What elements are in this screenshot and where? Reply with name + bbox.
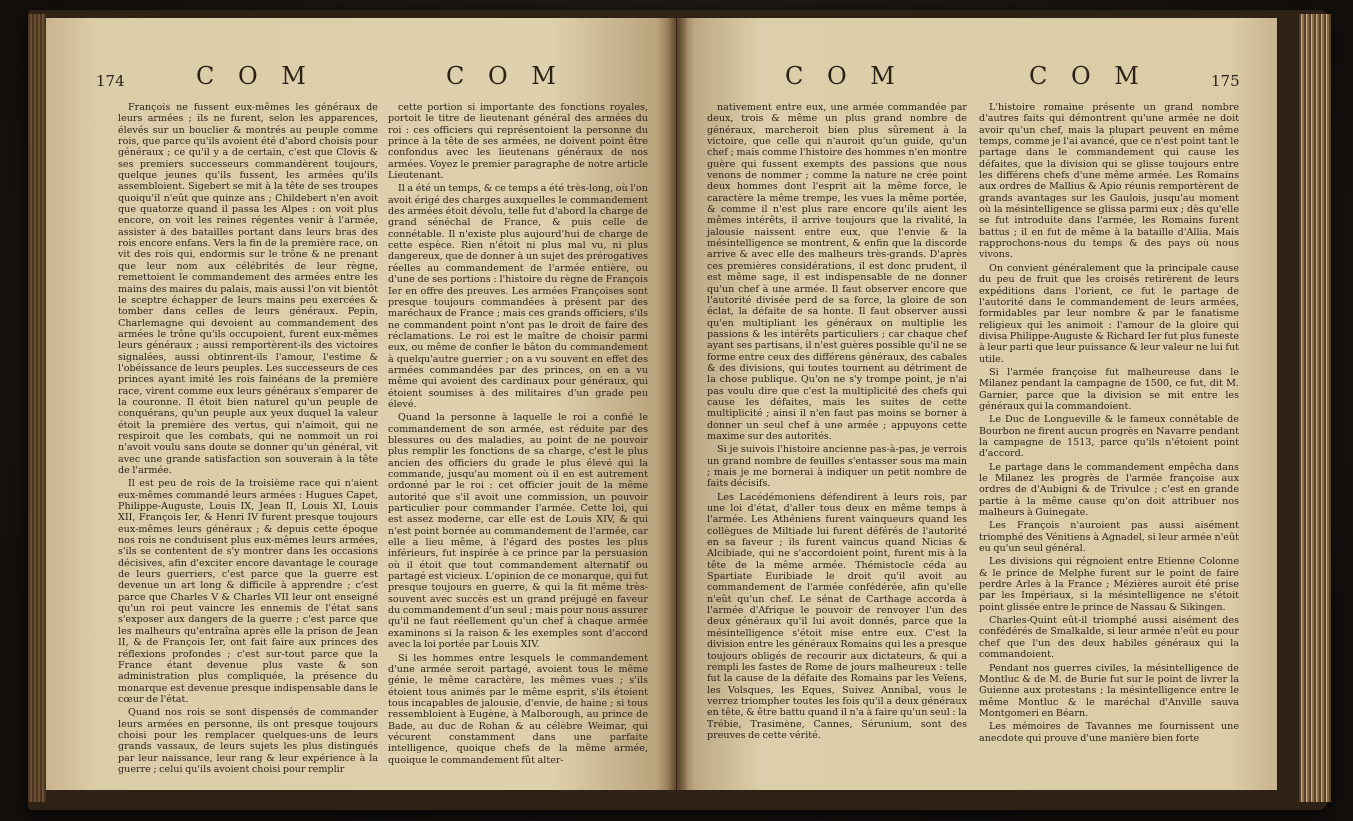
paragraph: Quand nos rois se sont dispensés de commander leurs armées en personne, ils ont presque toujours choisi pour les remplacer quelques-uns de leurs grands vassaux, de leurs sujets les plus distingués par leur naissance, leur rang & leur expérience à la guerre ; celui qu'ils avoient choisi pour remplir [118,707,378,775]
paragraph: François ne fussent eux-mêmes les généraux de leurs armées ; ils ne furent, selon les apparences, élevés sur un bouclier & montrés au peuple comme rois, que parce qu'ils avoient été d'abord choisis pour généraux ; ce qu'il y a de certain, c'est que Clovis & ses premiers successeurs commandèrent toujours, quelque jeunes qu'ils fussent, les armées qu'ils assembloient. Sigebert se mit à la tête de ses troupes quoiqu'il n'eût que quinze ans ; Childebert n'en avoit que quatorze quand il passa les Alpes : on voit plus encore, on voit les reines régentes venir à l'armée, assister à des batailles portant dans leurs bras des rois encore enfans. Vers la fin de la première race, on vit des rois qui, endormis sur le trône & ne prenant que leur nom aux célébrités de leur règne, remettoient le commandement des armées entre les mains des maires du palais, mais aussi l'on vit bientôt le sceptre échapper de leurs mains peu exercées & tomber dans celles de leurs généraux. Pepin, Charlemagne qui devoient au commandement des armées le trône qu'ils occupoient, furent eux-mêmes leurs généraux ; aussi remportèrent-ils des victoires signalées, aussi obtinrent-ils l'amour, l'estime & l'obéissance de leurs peuples. Les successeurs de ces princes ayant imité les rois fainéans de la première race, virent comme eux leurs généraux s'emparer de la couronne. Il étoit bien naturel qu'un peuple de conquérans, qu'un peuple aux yeux duquel la valeur étoit la première des vertus, qui n'aimoit, qui ne respiroit que les combats, qui ne nommoit un roi n'avoit voulu sans doute se donner qu'un général, vit avec une grande satisfaction son souverain à la tête de l'armée. [118,102,378,476]
running-head: C O M [785,62,903,90]
running-head: C O M [196,62,314,90]
paragraph: Le partage dans le commandement empêcha dans le Milanez les progrès de l'armée françoise aux ordres de d'Aubigni & de Trivulce ; c'est en grande partie à la même cause qu'on doit attribuer nos malheurs à Guinegate. [979,461,1239,519]
book-gutter [668,18,688,790]
paragraph: On convient généralement que la principale cause du peu de fruit que les croisés retirèrent de leurs expéditions dans l'orient, ce fut le partage de l'autorité dans le commandement de leurs armées, formidables par leur nombre & par le fanatisme religieux qui les animoit : l'amour de la gloire qui divisa Philippe-Auguste & Richard Ier fut plus funeste à leur parti que leur puissance & leur valeur ne lui fut utile. [979,262,1239,365]
paragraph: Charles-Quint eût-il triomphé aussi aisément des confédérés de Smalkalde, si leur armée n'eût eu pour chef que l'un des deux habiles généraux qui la commandoient. [979,615,1239,661]
paragraph: Il a été un temps, & ce temps a été très-long, où l'on avoit érigé des charges auxquelles le commandement des armées étoit dévolu, telle fut d'abord la charge de grand sénéchal de France, & puis celle de connétable. Il n'existe plus aujourd'hui de charge de cette espèce. Rien n'étoit ni plus mal vu, ni plus dangereux, que de donner à un sujet des prérogatives réelles au commandement de l'armée entière, ou d'une de ses portions : l'histoire du règne de François Ier en offre des preuves. Les armées Françoises sont presque toujours commandées à présent par des maréchaux de France ; mais ces grands officiers, s'ils ne commandent point n'ont pas le droit de faire des réclamations. Le roi est le maître de choisir parmi eux, ou même de confier le bâton du commandement à quelqu'autre guerrier ; on a vu souvent en effet des armées commandées par des princes, on en a vu même qui avoient des cardinaux pour généraux, qui étoient soumises à des militaires d'un grade peu élevé. [388,183,648,410]
paragraph: nativement entre eux, une armée commandée par deux, trois & même un plus grand nombre de généraux, marcheroit bien plus sûrement à la victoire, que celle qui n'auroit qu'un guide, qu'un chef ; mais comme l'histoire des hommes n'en montre guère qui fussent exempts des passions que nous venons de nommer ; comme la nature ne crée point deux hommes dont l'esprit ait la même force, le caractère la même trempe, les vues la même portée, & comme il n'est plus rare encore qu'ils aient les mêmes intérêts, il arrive toujours que la rivalité, la jalousie naissent entre eux, que l'envie & la mésintelligence se montrent, & enfin que la discorde arrive & avec elle des malheurs très-grands. D'après ces premières considérations, il est donc prudent, il est même sage, il est indispensable de ne donner qu'un chef à une armée. Il faut observer encore que l'autorité divisée perd de sa force, la gloire de son éclat, la défaite de sa honte. Il faut observer aussi qu'en multipliant les généraux on multiplie les passions & les intérêts particuliers ; car chaque chef ayant ses partisans, il n'est guères possible qu'il ne se forme entre ceux des différens généraux, des cabales & des divisions, qui toutes tournent au détriment de la chose publique. Qu'on ne s'y trompe point, je n'ai pas voulu dire que c'est la multiplicité des chefs qui cause les défaites, mais les suites de cette multiplicité ; ainsi il n'en faut pas moins se borner à donner un seul chef à une armée ; appuyons cette maxime sur des autorités. [707,102,967,442]
paragraph: Le Duc de Longueville & le fameux connétable de Bourbon ne firent aucun progrès en Navarre pendant la campagne de 1513, parce qu'ils n'étoient point d'accord. [979,414,1239,460]
text-column-1 [707,102,967,743]
page-number: 174 [96,72,125,90]
paragraph: Les Lacédémoniens défendirent à leurs rois, par une loi d'état, d'aller tous deux en même temps à l'armée. Les Athéniens furent vainqueurs quand les collègues de Miltiade lui furent déférés de l'autorité en sa faveur ; ils furent vaincus quand Nicias & Alcibiade, qui ne s'accordoient point, furent mis à la tête de la même armée. Thémistocle céda au Spartiate Euribiade le droit qu'il avoit au commandement de l'armée confédérée, afin qu'elle n'eût qu'un chef. Le sénat de Carthage accorda à l'armée d'Afrique le pouvoir de renvoyer l'un des deux généraux qu'il lui avoit donnés, parce que la mésintelligence s'étoit mise entre eux. C'est la division entre les généraux Romains qui les a presque toujours obligés de recourir aux dictateurs, & qui a rempli les fastes de Rome de jours malheureux : telle fut la cause de la défaite des Romains par les Veïens, les Volsques, les Eques, Suivez Annibal, vous le verrez triompher toutes les fois qu'il a deux généraux en tête, & être battu quand il n'a à faire qu'un seul : la Trébie, Trasimène, Cannes, Sérunium, sont des preuves de cette vérité. [707,491,967,741]
paragraph: Si l'armée françoise fut malheureuse dans le Milanez pendant la campagne de 1500, ce fut, dit M. Garnier, parce que la division se mit entre les généraux qui la commandoient. [979,366,1239,412]
paragraph: Quand la personne à laquelle le roi a confié le commandement de son armée, est réduite par des blessures ou des maladies, au point de ne pouvoir plus remplir les fonctions de sa charge, c'est le plus ancien des officiers du grade le plus élevé qui la commande, jusqu'au moment où il en est autrement ordonné par le roi : cet officier jouit de la même autorité que s'il avoit une commission, un pouvoir particulier pour commander l'armée. Cette loi, qui est assez moderne, car elle est de Louis XIV, & qui n'est point bornée au commandement de l'armée, car elle a lieu même, à l'égard des postes les plus inférieurs, fut inspirée à ce prince par la persuasion où il étoit que tout commandement alternatif ou partagé est vicieux. L'opinion de ce monarque, qui fut presque toujours en guerre, & qui la fit même très-souvent avec succès est un grand préjugé en faveur du commandement d'un seul ; mais pour nous assurer qu'il ne faut réellement qu'un chef à chaque armée examinons si la raison & les exemples sont d'accord avec la loi portée par Louis XIV. [388,412,648,651]
paragraph: Pendant nos guerres civiles, la mésintelligence de Montluc & de M. de Burie fut sur le point de livrer la Guienne aux protestans ; la mésintelligence entre le même Montluc & le maréchal d'Anville sauva Montgomeri en Béarn. [979,662,1239,719]
page-number: 175 [1211,72,1240,90]
paragraph: Il est peu de rois de la troisième race qui n'aient eux-mêmes commandé leurs armées : Hugues Capet, Philippe-Auguste, Louis IX, Jean II, Louis XI, Louis XII, François Ier, & Henri IV furent presque toujours eux-mêmes leurs généraux ; & depuis cette époque nos rois ne conduisent plus eux-mêmes leurs armées, s'ils se contentent de s'y montrer dans les occasions décisives, afin d'exciter encore davantage le courage de leurs guerriers, c'est parce que la guerre est devenue un art long & difficile à apprendre ; c'est parce que Charles V & Charles VII leur ont enseigné qu'un roi peut vaincre les ennemis de l'état sans s'exposer aux dangers de la guerre ; c'est parce que les malheurs qu'entraîna après elle la prison de Jean II, & de François Ier, ont fait faire aux princes des réflexions profondes ; c'est sur-tout parce que la France étant devenue plus vaste & son administration plus compliquée, la présence du monarque est devenue presque indispensable dans le cœur de l'état. [118,478,378,705]
paragraph: cette portion si importante des fonctions royales, portoit le titre de lieutenant général des armées du roi : ces officiers qui représentoient la personne du prince à la tête de ses armées, ne doivent point être confondus avec les lieutenans généraux de nos armées. Voyez le premier paragraphe de notre article Lieutenant. [388,102,648,182]
text-column-2 [388,102,648,768]
running-head: C O M [1029,62,1147,90]
left-page [46,18,676,790]
paragraph: Les mémoires de Tavannes me fournissent une anecdote qui prouve d'une manière bien forte [979,721,1239,744]
page-fore-edge [1299,14,1331,802]
paragraph: Si je suivois l'histoire ancienne pas-à-pas, je verrois un grand nombre de feuilles s'entasser sous ma main ; mais je me bornerai à indiquer un petit nombre de faits décisifs. [707,444,967,490]
paragraph: Les divisions qui régnoient entre Etienne Colonne & le prince de Melphe furent sur le point de faire perdre Arles à la France ; Mézières auroit été prise par les Impériaux, si la mésintelligence ne s'étoit point glissée entre le prince de Nassau & Sikingen. [979,556,1239,613]
paragraph: Si les hommes entre lesquels le commandement d'une armée seroit partagé, avoient tous le même génie, le même caractère, les mêmes vues ; s'ils étoient tous animés par le même esprit, s'ils étoient tous incapables de jalousie, d'envie, de haine ; si tous ressembloient à Eugène, à Malborough, au prince de Bade, au duc de Rohan & au célèbre Weimar, qui vécurent constamment dans une parfaite intelligence, quoique chefs de la même armée, quoique le commandement fût alter- [388,652,648,766]
book-spine-edge [28,14,46,802]
text-column-1 [118,102,378,777]
paragraph: L'histoire romaine présente un grand nombre d'autres faits qui démontrent qu'une armée ne doit avoir qu'un chef, mais la plupart peuvent en même temps, comme je l'ai avancé, que ce n'est point tant le partage dans le commandement qui cause les défaites, que la division qui se glisse toujours entre les différens chefs d'une même armée. Les Romains aux ordres de Mallius & Apio réunis remportèrent de grands avantages sur les Gaulois, jusqu'au moment où la mésintelligence se glissa parmi eux ; dès qu'elle se fut introduite dans l'armée, les Romains furent battus ; il en fut de même à la bataille d'Allia. Mais rapprochons-nous du temps & des pays où nous vivons. [979,102,1239,261]
running-head: C O M [446,62,564,90]
paragraph: Les François n'auroient pas aussi aisément triomphé des Vénitiens à Agnadel, si leur armée n'eût eu qu'un seul général. [979,520,1239,555]
text-column-2 [979,102,1239,746]
right-page [677,18,1277,790]
